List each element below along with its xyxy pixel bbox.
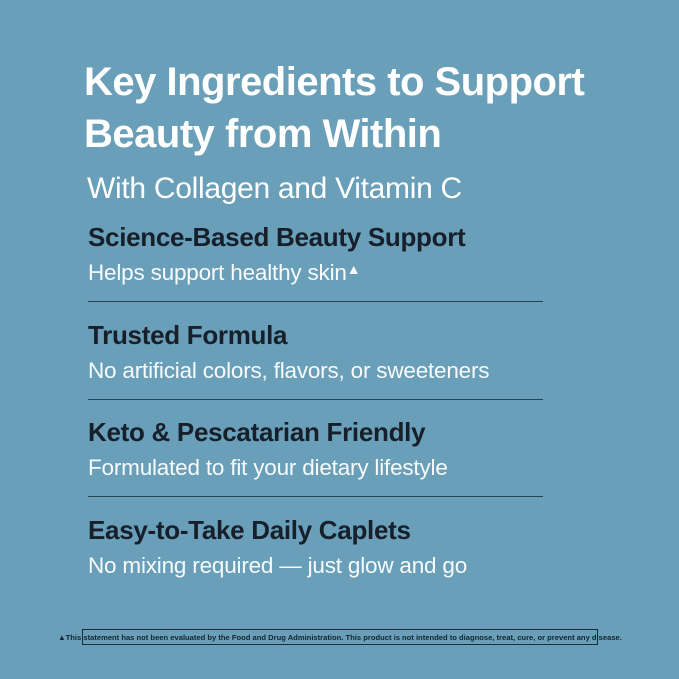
header (84, 56, 584, 208)
sub-heading: With Collagen and Vitamin C (87, 172, 462, 205)
section-title: Trusted Formula (88, 319, 288, 350)
section-title: Keto & Pescatarian Friendly (88, 417, 426, 447)
footnote-triangle-marker: ▲ (346, 261, 361, 277)
section-divider (88, 496, 543, 497)
section-subtitle-text: No mixing required — just glow and go (88, 552, 468, 578)
section-subtitle (88, 449, 543, 483)
main-heading (84, 56, 584, 160)
fda-disclaimer-text: ▲This statement has not been evaluated by the Food and Drug Administration. This product is not intended to diagnose, treat, cure, or prevent any disease. (58, 632, 622, 642)
section-title: Science-Based Beauty Support (88, 222, 466, 252)
benefit-section-easy (88, 515, 543, 581)
benefit-section-science (88, 222, 543, 302)
benefit-section-keto (88, 417, 543, 497)
main-heading-line1: Key Ingredients to Support (84, 60, 585, 104)
benefit-section-trusted (88, 320, 543, 400)
section-subtitle-text: No artificial colors, flavors, or sweeteners (88, 357, 490, 383)
fda-disclaimer-box (58, 629, 622, 645)
section-divider (88, 399, 543, 400)
main-heading-line2: Beauty from Within (84, 112, 442, 156)
section-subtitle (88, 352, 543, 386)
section-title: Easy-to-Take Daily Caplets (88, 514, 411, 545)
section-divider (88, 301, 543, 302)
section-subtitle (88, 254, 543, 288)
section-subtitle (88, 547, 543, 581)
benefit-sections (88, 222, 543, 581)
section-subtitle-text: Formulated to fit your dietary lifestyle (88, 455, 448, 480)
section-subtitle-text: Helps support healthy skin (88, 260, 347, 285)
